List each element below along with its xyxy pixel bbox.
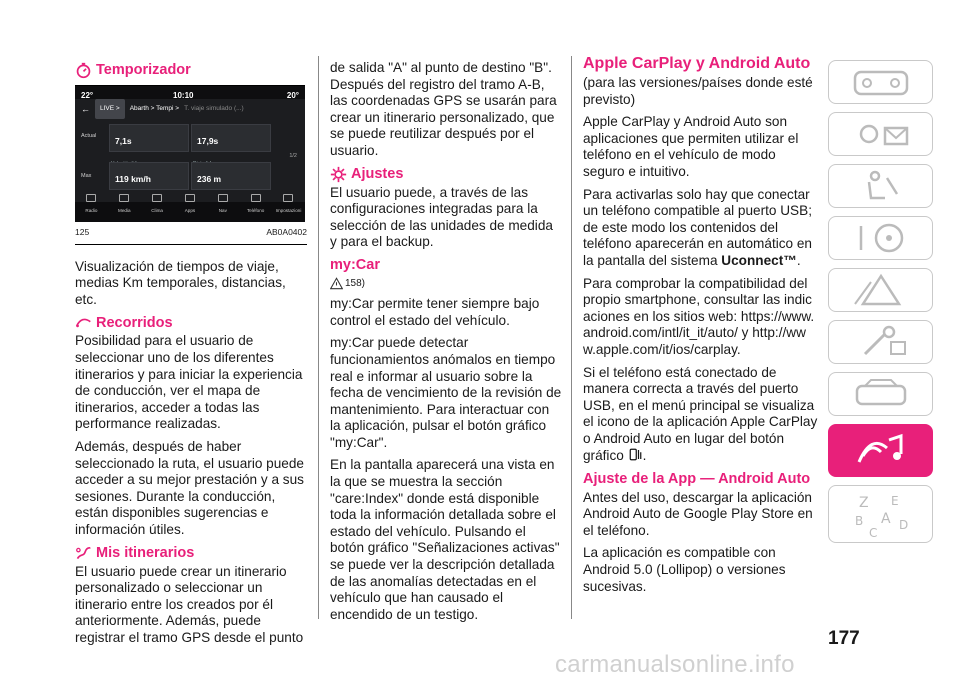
bottom-dock: [75, 202, 305, 222]
dock-item-icon: [185, 194, 195, 202]
nav-technical-data[interactable]: [828, 372, 933, 416]
paragraph: my:Car permite tener siempre bajo control el estado del vehículo.: [330, 296, 540, 328]
crumb-path: Abarth > Tempi >: [129, 104, 180, 112]
service-wrench-icon: [841, 324, 921, 360]
clock: 10:10: [173, 91, 194, 100]
watermark: carmanualsonline.info: [555, 651, 795, 678]
tile-0-50[interactable]: 7,1s: [109, 124, 189, 152]
phone-app-icon: [628, 447, 643, 462]
dock-item[interactable]: Teléfono: [242, 194, 270, 222]
nav-index[interactable]: [828, 485, 933, 543]
stopwatch-icon: [75, 62, 92, 79]
paragraph: Además, después de haber seleccionado la ruta, el usuario puede acceder a su mejor prestación y a sus sesiones. Durante la conducción, están disponibles sugerencias e información útiles.: [75, 438, 304, 537]
car-dashboard-icon: [841, 64, 921, 100]
road-warning-icon: [841, 272, 921, 308]
paragraph: En la pantalla aparecerá una vista en la que se muestra la sección "care:Index" donde está disponible toda la información detallada sobre el estado del vehículo. Pulsando el botón gráfico "Señalizaciones activas" se puede ver la descripción detallada de las anomalías detectadas en el vehículo que han causado el encendido de un testigo.: [330, 457, 560, 622]
live-chip[interactable]: LIVE >: [95, 99, 125, 120]
pager: 1/2: [289, 153, 297, 159]
nav-dashboard[interactable]: [828, 60, 933, 104]
paragraph: Apple CarPlay y Android Auto son aplicaciones que permiten utilizar el teléfono en el vehículo de modo seguro e intuitivo.: [583, 114, 799, 179]
car-tools-icon: [841, 376, 921, 412]
tile-brake-speed[interactable]: 119 km/h: [109, 162, 189, 190]
row-max-label: Max: [81, 173, 92, 179]
paragraph: Visualización de tiempos de viaje, medias Km temporales, distancias, etc.: [75, 258, 286, 307]
row-actual-label: Actual: [81, 133, 97, 139]
nav-emergency[interactable]: [828, 268, 933, 312]
back-arrow-icon[interactable]: ←: [81, 103, 90, 114]
column-left: [75, 56, 307, 652]
page-number: 177: [828, 628, 860, 649]
head-unit-screenshot: [75, 85, 305, 222]
tile-0-100[interactable]: 17,9s: [191, 124, 271, 152]
index-icon: [841, 489, 921, 539]
figure-number: 125: [75, 227, 90, 237]
section-apple-carplay: Apple CarPlay y Android Auto: [583, 55, 811, 72]
paragraph: Posibilidad para el usuario de seleccionar uno de los diferentes itinerarios y para iniciar la experiencia de conducción, ver el mapa de itinerarios, acceder a todas las performance realizadas.: [75, 333, 303, 432]
paragraph: El usuario puede, a través de las configuraciones integradas para la selección de las unidades de medida y para el backup.: [330, 184, 553, 250]
itinerary-icon: [75, 545, 92, 562]
figure-code: AB0A0402: [266, 227, 307, 237]
warning-lights-icon: [841, 116, 921, 152]
steering-key-icon: [841, 220, 921, 256]
uconnect-brand: Uconnect™: [721, 252, 797, 268]
section-temporizador: Temporizador: [75, 62, 307, 79]
dock-item[interactable]: Clima: [143, 194, 171, 222]
section-ajustes: Ajustes: [330, 166, 562, 183]
svg-text:D: D: [899, 518, 909, 532]
multimedia-icon: [841, 432, 921, 468]
breadcrumb: [81, 101, 299, 117]
svg-text:E: E: [891, 494, 899, 508]
warning-reference: 158): [330, 276, 562, 293]
column-middle: [330, 60, 562, 629]
temp-right: 20°: [286, 91, 299, 100]
nav-safety[interactable]: [828, 164, 933, 208]
dock-item-icon: [251, 194, 261, 202]
section-recorridos: Recorridos: [75, 314, 307, 331]
tile-brake-distance[interactable]: 236 m: [191, 162, 271, 190]
section-ajuste-app: Ajuste de la App — Android Auto: [583, 471, 811, 488]
nav-multimedia-active[interactable]: [828, 424, 933, 477]
dock-item-icon: [152, 194, 162, 202]
seat-airbag-icon: [841, 168, 921, 204]
paragraph: my:Car puede detectar funcionamientos anómalos en tiempo real e informar al usuario sobre la fecha de vencimiento de la revisión de mantenimiento. Para interactuar con la aplicación, pulsar el botón gráfico "my:Car".: [330, 335, 562, 450]
dock-item-icon: [119, 194, 129, 202]
paragraph: (para las versiones/países donde esté previsto): [583, 75, 813, 107]
dock-item[interactable]: Impostazioni: [274, 194, 302, 222]
column-divider: [571, 56, 572, 619]
nav-starting-driving[interactable]: [828, 216, 933, 260]
temp-left: 22°: [81, 91, 94, 100]
dock-item[interactable]: Radio: [77, 194, 105, 222]
paragraph: de salida "A" al punto de destino "B". Después del registro del tramo A-B, las coordenadas GPS se usarán para crear un itinerario personalizado, que se puede reutilizar después por el usuario.: [330, 60, 557, 158]
paragraph: Antes del uso, descargar la aplicación Android Auto de Google Play Store en el teléfono.: [583, 489, 813, 538]
svg-text:B: B: [855, 514, 864, 528]
section-mycar: my:Car: [330, 256, 380, 273]
warning-triangle-icon: [330, 277, 343, 290]
section-mis-itinerarios: Mis itinerarios: [75, 545, 307, 562]
nav-maintenance[interactable]: [828, 320, 933, 364]
dock-item-icon: [218, 194, 228, 202]
crumb-faded: T. viaje simulado (...): [184, 104, 244, 112]
paragraph: La aplicación es compatible con Android 5.0 (Lollipop) o versiones sucesivas.: [583, 545, 786, 594]
paragraph: Para comprobar la compatibilidad del propio smartphone, consultar las indicaciones en los sitios web: https://www.android.com/intl/it_it/auto/ y http://www.apple.com/it/ios/carplay.: [583, 275, 815, 357]
dock-item[interactable]: Nav: [209, 194, 237, 222]
chapter-navigation: [828, 60, 933, 551]
paragraph: Si el teléfono está conectado de manera correcta a través del puerto USB, en el menú principal se visualiza el icono de la aplicación Apple CarPlay o Android Auto en lugar del botón gráfico .: [583, 364, 818, 464]
column-right: [583, 56, 818, 601]
route-icon: [75, 314, 92, 331]
svg-text:Z: Z: [859, 495, 869, 511]
svg-text:C: C: [869, 526, 878, 539]
gear-icon: [330, 166, 347, 183]
dock-item[interactable]: Apps: [176, 194, 204, 222]
paragraph: El usuario puede crear un itinerario personalizado o seleccionar un itinerario entre los creados por él anteriormente. Además, puede registrar el tramo GPS desde el punto: [75, 563, 304, 645]
status-bar: [75, 86, 305, 99]
figure-caption: [75, 224, 307, 245]
svg-text:A: A: [881, 511, 891, 527]
column-divider: [318, 56, 319, 619]
paragraph: Para activarlas solo hay que conectar un teléfono compatible al puerto USB; de este modo los contenidos del teléfono aparecerán en automático en la pantalla del sistema Uconnect™.: [583, 186, 812, 268]
dock-item-icon: [86, 194, 96, 202]
nav-warning-lights[interactable]: [828, 112, 933, 156]
dock-item-icon: [283, 194, 293, 202]
dock-item[interactable]: Media: [110, 194, 138, 222]
